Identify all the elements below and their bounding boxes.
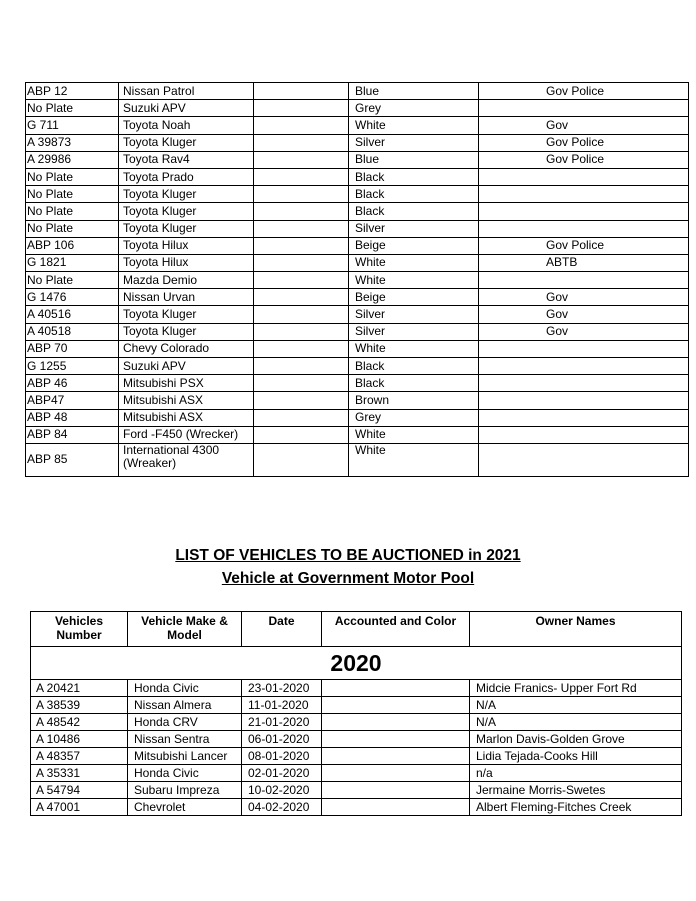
table-row (26, 323, 689, 340)
vehicle-number-cell: ABP 48 (26, 409, 119, 426)
owner-cell (479, 375, 689, 392)
make-model-cell: Toyota Kluger (119, 306, 254, 323)
accounted-color-cell (322, 731, 470, 748)
color-cell: Beige (349, 237, 479, 254)
vehicle-number-cell: ABP 70 (26, 340, 119, 357)
header-accounted-color: Accounted and Color (322, 612, 470, 647)
owner-name-cell: Lidia Tejada-Cooks Hill (470, 748, 682, 765)
table-row (26, 100, 689, 117)
owner-name-cell: Jermaine Morris-Swetes (470, 782, 682, 799)
vehicle-number-cell: A 10486 (31, 731, 128, 748)
make-model-cell: Mitsubishi Lancer (128, 748, 242, 765)
owner-cell: Gov Police (479, 134, 689, 151)
make-model-cell: Toyota Kluger (119, 323, 254, 340)
table-row (26, 203, 689, 220)
blank-cell (254, 83, 349, 100)
make-model-cell: Toyota Noah (119, 117, 254, 134)
table-row (26, 254, 689, 271)
header-vehicle-number: Vehicles Number (31, 612, 128, 647)
color-cell: Silver (349, 306, 479, 323)
color-cell: White (349, 254, 479, 271)
vehicle-number-cell: ABP 12 (26, 83, 119, 100)
color-cell: Black (349, 203, 479, 220)
date-cell: 23-01-2020 (242, 680, 322, 697)
color-cell: White (349, 426, 479, 443)
color-cell: White (349, 443, 479, 476)
owner-cell (479, 186, 689, 203)
table-row (26, 83, 689, 100)
date-cell: 02-01-2020 (242, 765, 322, 782)
make-model-cell: Honda CRV (128, 714, 242, 731)
owner-cell (479, 220, 689, 237)
owner-name-cell: Albert Fleming-Fitches Creek (470, 799, 682, 816)
vehicle-number-cell: No Plate (26, 100, 119, 117)
accounted-color-cell (322, 748, 470, 765)
table-row (26, 168, 689, 185)
blank-cell (254, 203, 349, 220)
table-row (26, 134, 689, 151)
vehicle-number-cell: A 48357 (31, 748, 128, 765)
vehicle-number-cell: No Plate (26, 220, 119, 237)
vehicle-list-table (25, 82, 689, 477)
vehicle-number-cell: A 54794 (31, 782, 128, 799)
vehicle-number-cell: A 39873 (26, 134, 119, 151)
date-cell: 11-01-2020 (242, 697, 322, 714)
table-row (31, 697, 682, 714)
make-model-cell: Suzuki APV (119, 100, 254, 117)
owner-cell: Gov Police (479, 151, 689, 168)
table-row (26, 186, 689, 203)
table-row (26, 409, 689, 426)
color-cell: Black (349, 375, 479, 392)
blank-cell (254, 289, 349, 306)
make-model-cell: Nissan Almera (128, 697, 242, 714)
vehicle-number-cell: A 38539 (31, 697, 128, 714)
make-model-cell: Chevrolet (128, 799, 242, 816)
color-cell: Blue (349, 151, 479, 168)
year-label: 2020 (31, 647, 682, 680)
table-row (31, 731, 682, 748)
table-row (26, 375, 689, 392)
vehicle-number-cell: A 35331 (31, 765, 128, 782)
blank-cell (254, 100, 349, 117)
make-model-cell: Toyota Kluger (119, 220, 254, 237)
color-cell: Silver (349, 323, 479, 340)
owner-cell (479, 443, 689, 476)
blank-cell (254, 220, 349, 237)
make-model-cell: Chevy Colorado (119, 340, 254, 357)
make-model-cell: Suzuki APV (119, 358, 254, 375)
color-cell: Black (349, 358, 479, 375)
vehicle-number-cell: No Plate (26, 272, 119, 289)
blank-cell (254, 375, 349, 392)
vehicle-list-body (26, 83, 689, 477)
owner-cell (479, 272, 689, 289)
table-row (31, 714, 682, 731)
table-row (26, 220, 689, 237)
blank-cell (254, 358, 349, 375)
header-owner-names: Owner Names (470, 612, 682, 647)
owner-cell: Gov Police (479, 237, 689, 254)
owner-cell (479, 168, 689, 185)
table-row (26, 117, 689, 134)
vehicle-number-cell: G 711 (26, 117, 119, 134)
make-model-cell: Toyota Hilux (119, 237, 254, 254)
make-model-cell: Toyota Rav4 (119, 151, 254, 168)
auction-vehicle-body (31, 647, 682, 816)
table-row (26, 392, 689, 409)
color-cell: Grey (349, 409, 479, 426)
make-model-cell: Toyota Kluger (119, 186, 254, 203)
color-cell: White (349, 272, 479, 289)
blank-cell (254, 272, 349, 289)
make-model-cell: Toyota Prado (119, 168, 254, 185)
vehicle-number-cell: No Plate (26, 168, 119, 185)
document-subtitle: Vehicle at Government Motor Pool (221, 570, 475, 587)
color-cell: Blue (349, 83, 479, 100)
table-row (26, 272, 689, 289)
vehicle-number-cell: A 20421 (31, 680, 128, 697)
make-model-cell: Mitsubishi ASX (119, 409, 254, 426)
document-title: LIST OF VEHICLES TO BE AUCTIONED in 2021 (175, 547, 521, 564)
vehicle-number-cell: G 1476 (26, 289, 119, 306)
blank-cell (254, 340, 349, 357)
table-row (31, 799, 682, 816)
make-model-cell: Mazda Demio (119, 272, 254, 289)
table-row (26, 358, 689, 375)
make-model-cell: Mitsubishi ASX (119, 392, 254, 409)
color-cell: Beige (349, 289, 479, 306)
make-model-cell: Honda Civic (128, 765, 242, 782)
blank-cell (254, 306, 349, 323)
blank-cell (254, 117, 349, 134)
auction-vehicle-table (30, 611, 682, 816)
header-make-model: Vehicle Make & Model (128, 612, 242, 647)
color-cell: Brown (349, 392, 479, 409)
blank-cell (254, 134, 349, 151)
owner-name-cell: n/a (470, 765, 682, 782)
blank-cell (254, 392, 349, 409)
vehicle-number-cell: ABP47 (26, 392, 119, 409)
owner-name-cell: Marlon Davis-Golden Grove (470, 731, 682, 748)
make-model-cell: Toyota Hilux (119, 254, 254, 271)
blank-cell (254, 426, 349, 443)
make-model-cell: Toyota Kluger (119, 134, 254, 151)
owner-cell (479, 340, 689, 357)
vehicle-number-cell: A 40518 (26, 323, 119, 340)
owner-cell (479, 392, 689, 409)
blank-cell (254, 443, 349, 476)
owner-cell (479, 203, 689, 220)
owner-cell (479, 409, 689, 426)
table-row (26, 237, 689, 254)
color-cell: Silver (349, 220, 479, 237)
vehicle-number-cell: ABP 85 (26, 443, 119, 476)
make-model-cell: International 4300 (Wreaker) (119, 443, 254, 476)
table-row (26, 306, 689, 323)
make-model-cell: Honda Civic (128, 680, 242, 697)
accounted-color-cell (322, 680, 470, 697)
make-model-cell: Nissan Urvan (119, 289, 254, 306)
year-row (31, 647, 682, 680)
owner-name-cell: N/A (470, 697, 682, 714)
date-cell: 06-01-2020 (242, 731, 322, 748)
table-row (26, 151, 689, 168)
vehicle-number-cell: No Plate (26, 203, 119, 220)
vehicle-number-cell: A 47001 (31, 799, 128, 816)
table-row (26, 340, 689, 357)
color-cell: Black (349, 186, 479, 203)
owner-name-cell: Midcie Franics- Upper Fort Rd (470, 680, 682, 697)
owner-cell: Gov (479, 323, 689, 340)
accounted-color-cell (322, 714, 470, 731)
owner-cell: Gov (479, 117, 689, 134)
color-cell: Silver (349, 134, 479, 151)
make-model-cell: Subaru Impreza (128, 782, 242, 799)
table-row (31, 782, 682, 799)
vehicle-number-cell: G 1821 (26, 254, 119, 271)
owner-cell: Gov (479, 306, 689, 323)
table-header-row (31, 612, 682, 647)
color-cell: White (349, 117, 479, 134)
owner-cell (479, 426, 689, 443)
date-cell: 10-02-2020 (242, 782, 322, 799)
table-row (26, 443, 689, 476)
blank-cell (254, 186, 349, 203)
table-row (31, 748, 682, 765)
color-cell: Grey (349, 100, 479, 117)
make-model-cell: Ford -F450 (Wrecker) (119, 426, 254, 443)
owner-cell: Gov Police (479, 83, 689, 100)
header-date: Date (242, 612, 322, 647)
accounted-color-cell (322, 765, 470, 782)
blank-cell (254, 254, 349, 271)
make-model-cell: Mitsubishi PSX (119, 375, 254, 392)
vehicle-number-cell: ABP 84 (26, 426, 119, 443)
date-cell: 21-01-2020 (242, 714, 322, 731)
vehicle-number-cell: A 48542 (31, 714, 128, 731)
make-model-cell: Toyota Kluger (119, 203, 254, 220)
vehicle-number-cell: G 1255 (26, 358, 119, 375)
accounted-color-cell (322, 697, 470, 714)
table-row (31, 680, 682, 697)
blank-cell (254, 151, 349, 168)
vehicle-number-cell: A 29986 (26, 151, 119, 168)
blank-cell (254, 409, 349, 426)
owner-cell: ABTB (479, 254, 689, 271)
date-cell: 04-02-2020 (242, 799, 322, 816)
date-cell: 08-01-2020 (242, 748, 322, 765)
accounted-color-cell (322, 799, 470, 816)
color-cell: Black (349, 168, 479, 185)
table-row (31, 765, 682, 782)
owner-cell (479, 100, 689, 117)
vehicle-number-cell: ABP 106 (26, 237, 119, 254)
blank-cell (254, 168, 349, 185)
accounted-color-cell (322, 782, 470, 799)
make-model-cell: Nissan Patrol (119, 83, 254, 100)
owner-cell: Gov (479, 289, 689, 306)
blank-cell (254, 237, 349, 254)
vehicle-number-cell: ABP 46 (26, 375, 119, 392)
vehicle-number-cell: A 40516 (26, 306, 119, 323)
blank-cell (254, 323, 349, 340)
owner-name-cell: N/A (470, 714, 682, 731)
color-cell: White (349, 340, 479, 357)
owner-cell (479, 358, 689, 375)
vehicle-number-cell: No Plate (26, 186, 119, 203)
make-model-cell: Nissan Sentra (128, 731, 242, 748)
table-row (26, 289, 689, 306)
table-row (26, 426, 689, 443)
